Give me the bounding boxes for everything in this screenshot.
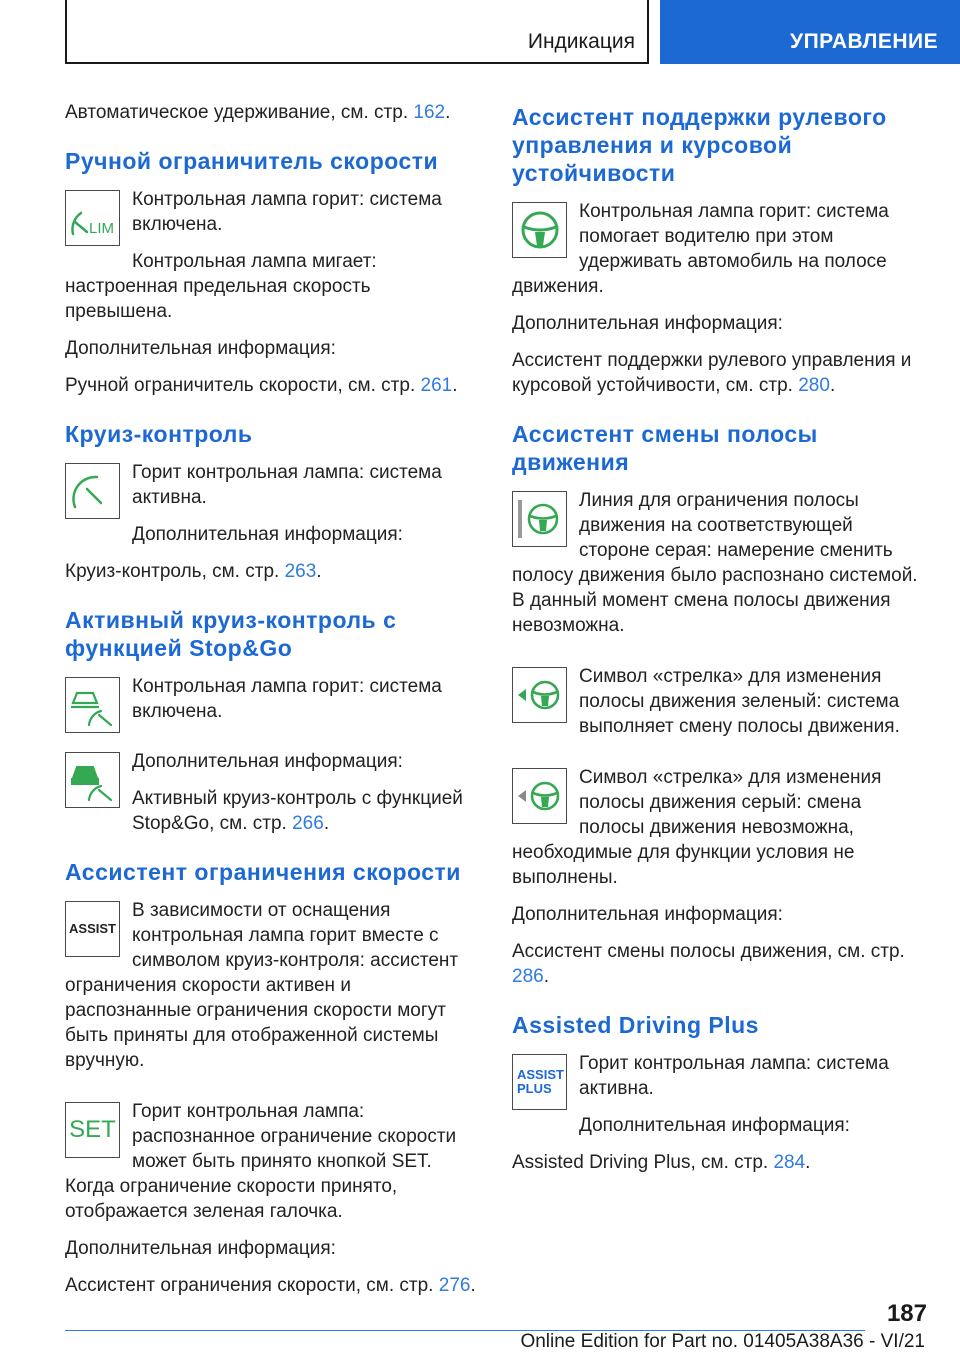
steering-ref: Ассистент поддержки рулевого управления и курсовой устойчивости, см. стр. 280.	[512, 350, 912, 396]
page-link-162[interactable]: 162	[413, 102, 446, 123]
steering-item	[512, 199, 924, 299]
steering-lamp-on: Контрольная лампа горит: система помогает водителю при этом удерживать автомобиль на полосе движения.	[512, 201, 889, 297]
lane-arrow-grey-item	[512, 765, 924, 890]
page-link-284[interactable]: 284	[773, 1152, 806, 1173]
speed-assist-item	[65, 898, 477, 1073]
footer-edition: Online Edition for Part no. 01405A38A36 - VI/21	[520, 1331, 925, 1352]
lane-line-item	[512, 488, 924, 638]
heading-active-cruise: Активный круиз-контроль с функцией Stop&Go	[65, 607, 397, 661]
adp-item	[512, 1051, 924, 1138]
steering-wheel-icon	[512, 202, 567, 258]
adp-ref: Assisted Driving Plus, см. стр. 284.	[512, 1152, 811, 1173]
page-link-263[interactable]: 263	[284, 561, 317, 582]
heading-assisted-driving-plus: Assisted Driving Plus	[512, 1012, 759, 1038]
page-number: 187	[886, 1300, 927, 1327]
header-section-label: Индикация	[527, 30, 635, 53]
header-chapter-label: УПРАВЛЕНИЕ	[790, 30, 939, 53]
heading-manual-limiter: Ручной ограничитель скорости	[65, 148, 439, 174]
lane-line-text: Линия для ограничения полосы движения на соответствующей стороне серая: намерение сменить полосу движения было распознано системой. В данный момент смена полосы движения невозможна.	[512, 490, 918, 636]
heading-lane-change: Ассистент смены полосы движения	[512, 421, 818, 475]
adp-more: Дополнительная информация:	[579, 1115, 850, 1136]
speed-assist-ref: Ассистент ограничения скорости, см. стр. 276.	[65, 1275, 476, 1296]
cruise-lamp-on: Горит контрольная лампа: система активна.	[132, 462, 442, 508]
acc-item-2	[65, 749, 477, 836]
page-link-286[interactable]: 286	[512, 966, 544, 987]
speed-assist-text: В зависимости от оснащения контрольная лампа горит вместе с символом круиз-контроля: ассистент ограничения скорости активен и распознанные ограничения скорости могут быть приняты для отображенной системы вручную.	[65, 900, 459, 1071]
lane-line-steering-icon	[512, 491, 567, 547]
manual-limiter-more: Дополнительная информация:	[65, 338, 336, 359]
heading-cruise-control: Круиз-контроль	[65, 421, 253, 447]
acc-car-outline-icon	[65, 677, 120, 733]
svg-text:LIM: LIM	[88, 220, 114, 237]
page-link-276[interactable]: 276	[438, 1275, 471, 1296]
cruise-more: Дополнительная информация:	[132, 524, 403, 545]
right-column	[512, 100, 924, 1187]
lane-arrow-green-icon	[512, 667, 567, 723]
intro-autohold-ref: Автоматическое удерживание, см. стр. 162.	[65, 102, 451, 123]
manual-limiter-lamp-flash: Контрольная лампа мигает: настроенная предельная скорость превышена.	[65, 251, 377, 322]
assist-icon: ASSIST	[65, 901, 120, 957]
speed-assist-set-item	[65, 1099, 477, 1224]
lane-arrow-grey-icon	[512, 768, 567, 824]
lane-change-more: Дополнительная информация:	[512, 904, 783, 925]
heading-speed-limit-assist: Ассистент ограничения скорости	[65, 859, 461, 885]
speed-assist-more: Дополнительная информация:	[65, 1238, 336, 1259]
acc-item	[65, 674, 477, 737]
left-column	[65, 100, 477, 1310]
cruise-item	[65, 460, 477, 547]
page-link-280[interactable]: 280	[798, 375, 830, 396]
speed-limiter-lim-icon	[65, 190, 120, 246]
steering-more: Дополнительная информация:	[512, 313, 783, 334]
acc-more: Дополнительная информация:	[132, 751, 403, 772]
manual-limiter-ref: Ручной ограничитель скорости, см. стр. 261.	[65, 375, 458, 396]
lane-arrow-green-text: Символ «стрелка» для изменения полосы движения зеленый: система выполняет смену полосы движения.	[579, 666, 900, 737]
lane-arrow-green-item	[512, 664, 924, 739]
page-link-261[interactable]: 261	[420, 375, 453, 396]
assist-plus-icon: ASSIST PLUS	[512, 1054, 567, 1110]
header-section-box	[65, 0, 649, 64]
manual-limiter-lamp-on: Контрольная лампа горит: система включена.	[132, 189, 442, 235]
acc-car-filled-icon	[65, 752, 120, 808]
cruise-control-icon	[65, 463, 120, 519]
acc-ref: Активный круиз-контроль с функцией Stop&Go, см. стр. 266.	[132, 788, 463, 834]
lane-change-ref: Ассистент смены полосы движения, см. стр. 286.	[512, 941, 905, 987]
acc-lamp-on: Контрольная лампа горит: система включена.	[132, 676, 442, 722]
speed-assist-set-text: Горит контрольная лампа: распознанное ограничение скорости может быть принято кнопкой SET. Когда ограничение скорости принято, отображается зеленая галочка.	[65, 1101, 457, 1222]
cruise-ref: Круиз-контроль, см. стр. 263.	[65, 561, 322, 582]
manual-limiter-item	[65, 187, 477, 324]
lane-arrow-grey-text: Символ «стрелка» для изменения полосы движения серый: смена полосы движения невозможна, необходимые для функции условия не выполнены.	[512, 767, 882, 888]
heading-steering-assist: Ассистент поддержки рулевого управления и курсовой устойчивости	[512, 104, 887, 186]
page-link-266[interactable]: 266	[292, 813, 324, 834]
adp-lamp-on: Горит контрольная лампа: система активна.	[579, 1053, 889, 1099]
header-chapter-tab	[660, 0, 960, 64]
set-icon: SET	[65, 1102, 120, 1158]
